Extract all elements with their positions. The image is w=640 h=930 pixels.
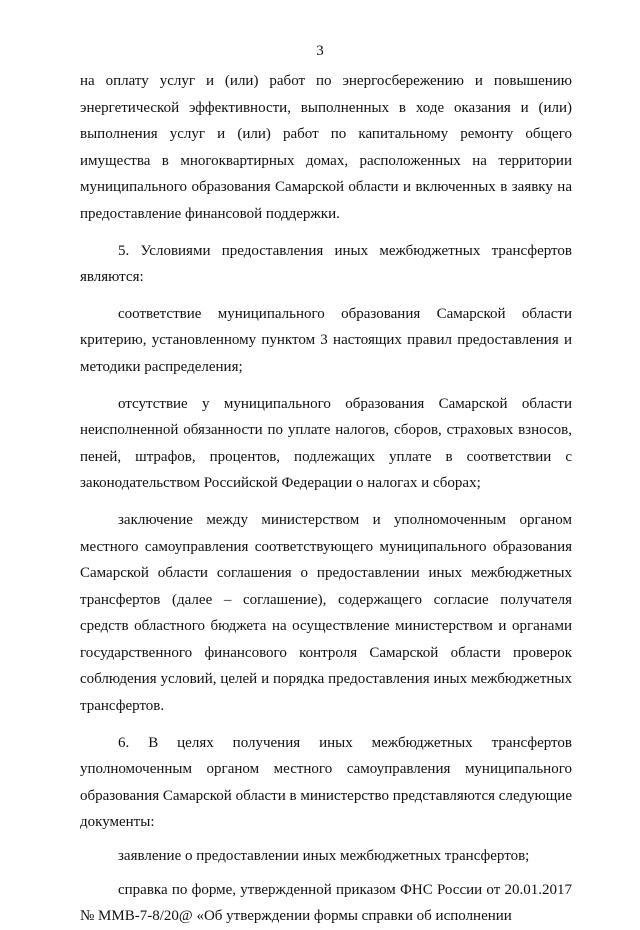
paragraph-6: 6. В целях получения иных межбюджетных трансфертов уполномоченным органом местного самоуправления муниципального образования Самарской области в министерство представляются следующие документы: bbox=[80, 734, 572, 831]
paragraph-1: на оплату услуг и (или) работ по энергосбережению и повышению энергетической эффективности, выполненных в ходе оказания и (или) выполнения услуг и (или) работ по капитальному ремонту общего имущества в многоквартирных домах, расположенных на территории муниципального образования Самарской области и включенных в заявку на предоставление финансовой поддержки. bbox=[80, 73, 572, 222]
paragraph-8: справка по форме, утвержденной приказом ФНС России от 20.01.2017 № ММВ-7-8/20@ «Об утверждении формы справки об исполнении bbox=[80, 881, 572, 925]
page-number: 3 bbox=[316, 43, 324, 59]
paragraph-4: отсутствие у муниципального образования Самарской области неисполненной обязанности по уплате налогов, сборов, страховых взносов, пеней, штрафов, процентов, подлежащих уплате в соответствии с законодательством Российской Федерации о налогах и сборах; bbox=[80, 395, 572, 492]
document-body bbox=[80, 68, 572, 930]
paragraph-2: 5. Условиями предоставления иных межбюджетных трансфертов являются: bbox=[80, 242, 572, 286]
paragraph-3: соответствие муниципального образования Самарской области критерию, установленному пунктом 3 настоящих правил предоставления и методики распределения; bbox=[80, 305, 572, 375]
paragraph-7: заявление о предоставлении иных межбюджетных трансфертов; bbox=[118, 848, 530, 865]
paragraph-5: заключение между министерством и уполномоченным органом местного самоуправления соответствующего муниципального образования Самарской области соглашения о предоставлении иных межбюджетных трансфертов (далее – соглашение), содержащего согласие получателя средств областного бюджета на осуществление министерством и органами государственного финансового контроля Самарской области проверок соблюдения условий, целей и порядка предоставления иных межбюджетных трансфертов. bbox=[80, 511, 572, 715]
